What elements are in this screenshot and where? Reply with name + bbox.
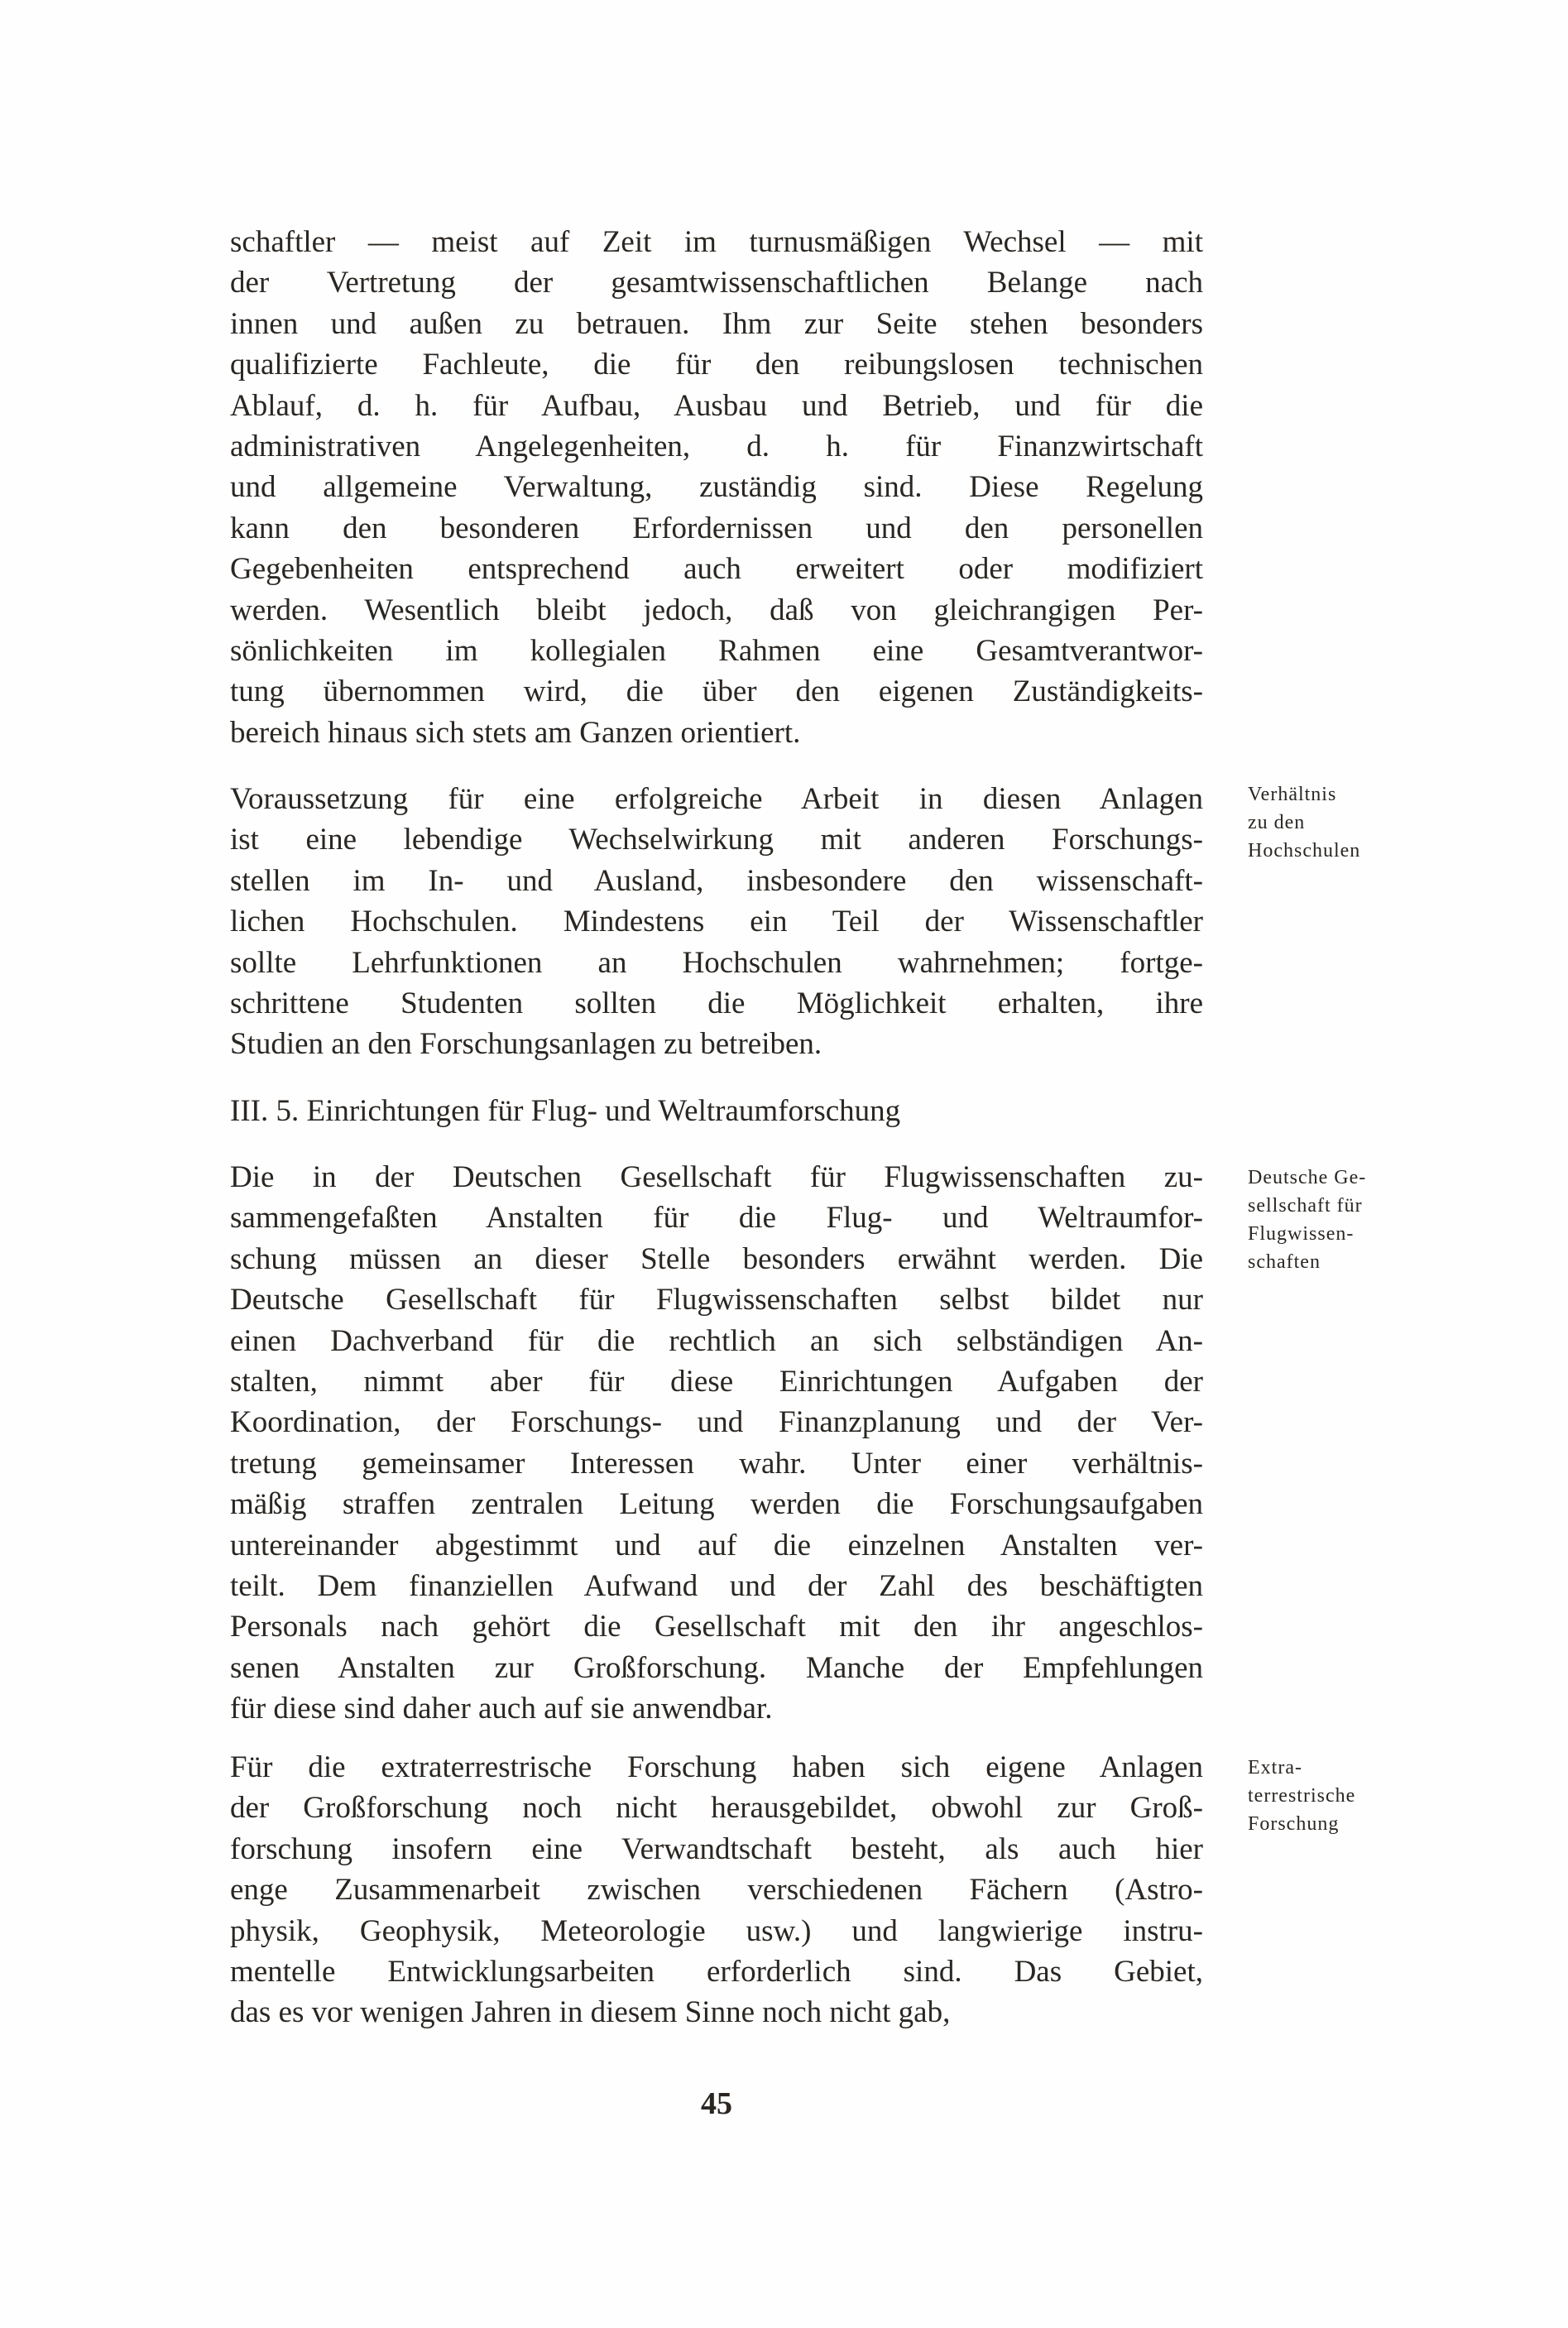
margin-note-universities [1248, 780, 1360, 865]
text-line: und allgemeine Verwaltung, zuständig sind. Diese Regelung [230, 470, 1203, 505]
section-heading: III. 5. Einrichtungen für Flug- und Weltraumforschung [230, 1094, 901, 1128]
paragraph-extraterrestrial [230, 1747, 1203, 2033]
text-line: ist eine lebendige Wechselwirkung mit anderen Forschungs- [230, 823, 1203, 857]
text-line: tretung gemeinsamer Interessen wahr. Unter einer verhältnis- [230, 1446, 1203, 1481]
text-line: der Großforschung noch nicht herausgebildet, obwohl zur Groß- [230, 1791, 1203, 1826]
margin-note-line: schaften [1248, 1251, 1321, 1273]
text-line: qualifizierte Fachleute, die für den reibungslosen technischen [230, 348, 1203, 382]
text-line: bereich hinaus sich stets am Ganzen orientiert. [230, 715, 801, 750]
text-line: mentelle Entwicklungsarbeiten erforderlich sind. Das Gebiet, [230, 1955, 1203, 1990]
text-line: stalten, nimmt aber für diese Einrichtungen Aufgaben der [230, 1365, 1203, 1399]
text-line: sönlichkeiten im kollegialen Rahmen eine Gesamtverantwor- [230, 634, 1203, 669]
text-line: administrativen Angelegenheiten, d. h. für Finanzwirtschaft [230, 430, 1203, 464]
text-line: Gegebenheiten entsprechend auch erweitert oder modifiziert [230, 552, 1203, 587]
margin-note-line: Verhältnis [1248, 784, 1337, 805]
margin-note-dgf [1248, 1164, 1366, 1276]
text-line: teilt. Dem finanziellen Aufwand und der Zahl des beschäftigten [230, 1569, 1203, 1604]
text-line: Koordination, der Forschungs- und Finanzplanung und der Ver- [230, 1405, 1203, 1440]
margin-note-line: zu den [1248, 812, 1306, 833]
text-line: Personals nach gehört die Gesellschaft mit den ihr angeschlos- [230, 1610, 1203, 1644]
text-line: Voraussetzung für eine erfolgreiche Arbeit in diesen Anlagen [230, 782, 1203, 816]
text-line: für diese sind daher auch auf sie anwendbar. [230, 1692, 773, 1726]
text-line: physik, Geophysik, Meteorologie usw.) und langwierige instru- [230, 1913, 1203, 1948]
text-line: lichen Hochschulen. Mindestens ein Teil der Wissenschaftler [230, 905, 1203, 939]
text-line: enge Zusammenarbeit zwischen verschiedenen Fächern (Astro- [230, 1873, 1203, 1908]
text-line: sollte Lehrfunktionen an Hochschulen wahrnehmen; fortge- [230, 945, 1203, 980]
margin-note-line: terrestrische [1248, 1785, 1356, 1807]
text-line: schrittene Studenten sollten die Möglichkeit erhalten, ihre [230, 986, 1203, 1021]
margin-note-line: Forschung [1248, 1813, 1340, 1835]
text-line: Deutsche Gesellschaft für Flugwissenschaften selbst bildet nur [230, 1283, 1203, 1318]
text-line: Studien an den Forschungsanlagen zu betreiben. [230, 1027, 822, 1062]
text-line: kann den besonderen Erfordernissen und den personellen [230, 511, 1203, 545]
margin-note-line: Flugwissen- [1248, 1223, 1355, 1245]
page-number: 45 [701, 2086, 732, 2121]
text-line: mäßig straffen zentralen Leitung werden die Forschungsaufgaben [230, 1487, 1203, 1522]
margin-note-line: Hochschulen [1248, 840, 1361, 862]
text-line: Ablauf, d. h. für Aufbau, Ausbau und Betrieb, und für die [230, 388, 1203, 423]
margin-note-line: sellschaft für [1248, 1195, 1363, 1217]
text-line: forschung insofern eine Verwandtschaft besteht, als auch hier [230, 1831, 1203, 1866]
margin-note-line: Deutsche Ge- [1248, 1167, 1367, 1188]
text-line: senen Anstalten zur Großforschung. Manche der Empfehlungen [230, 1650, 1203, 1685]
text-line: sammengefaßten Anstalten für die Flug- und Weltraumfor- [230, 1201, 1203, 1236]
text-line: einen Dachverband für die rechtlich an sich selbständigen An- [230, 1323, 1203, 1358]
text-line: innen und außen zu betrauen. Ihm zur Seite stehen besonders [230, 306, 1203, 341]
text-line: der Vertretung der gesamtwissenschaftlichen Belange nach [230, 266, 1203, 300]
text-line: stellen im In- und Ausland, insbesondere den wissenschaft- [230, 863, 1203, 898]
text-line: werden. Wesentlich bleibt jedoch, daß von gleichrangigen Per- [230, 593, 1203, 627]
paragraph-dgf [230, 1157, 1203, 1730]
text-line: schung müssen an dieser Stelle besonders erwähnt werden. Die [230, 1241, 1203, 1276]
text-line: Die in der Deutschen Gesellschaft für Flugwissenschaften zu- [230, 1160, 1203, 1194]
text-line: tung übernommen wird, die über den eigenen Zuständigkeits- [230, 674, 1203, 709]
text-line: untereinander abgestimmt und auf die einzelnen Anstalten ver- [230, 1528, 1203, 1562]
paragraph-governance [230, 222, 1203, 753]
text-line: das es vor wenigen Jahren in diesem Sinne noch nicht gab, [230, 1995, 951, 2030]
margin-note-extraterrestrial [1248, 1754, 1355, 1838]
text-line: schaftler — meist auf Zeit im turnusmäßigen Wechsel — mit [230, 225, 1203, 259]
paragraph-universities [230, 779, 1203, 1065]
text-line: Für die extraterrestrische Forschung haben sich eigene Anlagen [230, 1750, 1203, 1784]
margin-note-line: Extra- [1248, 1757, 1302, 1778]
